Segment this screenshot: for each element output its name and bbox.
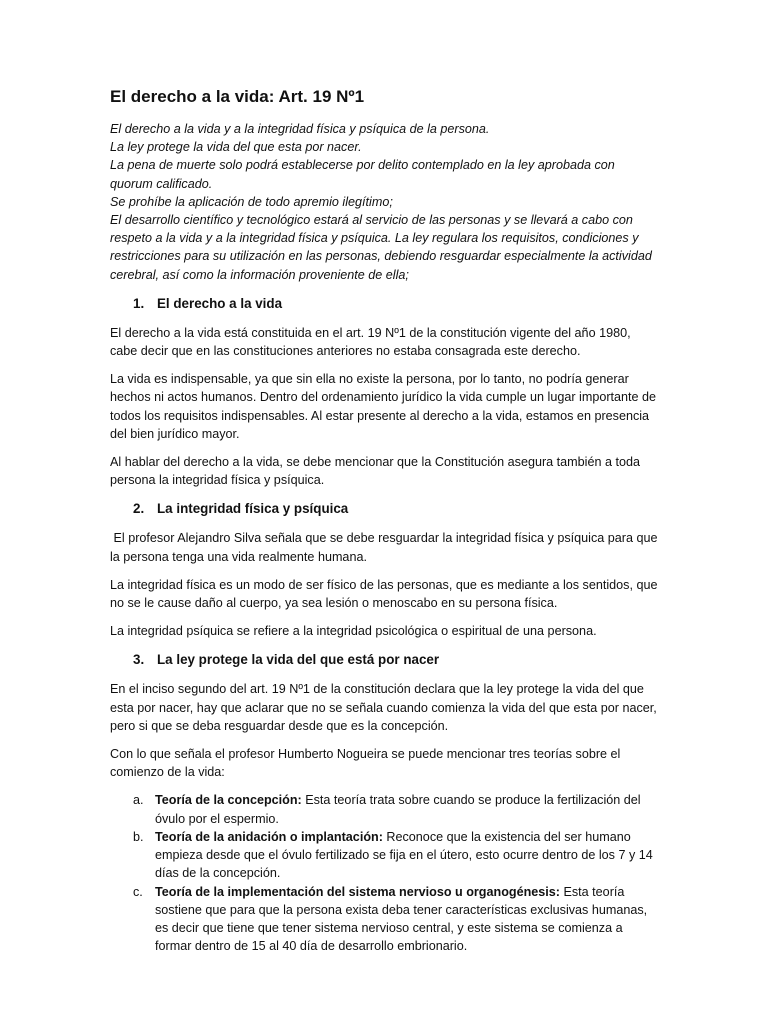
paragraph: Al hablar del derecho a la vida, se debe mencionar que la Constitución asegura también a toda persona la integridad física y psíquica. — [110, 455, 640, 488]
section-title: La integridad física y psíquica — [157, 501, 349, 517]
theory-text: Esta teoría trata sobre cuando se produce la fertilización del óvulo por el espermio. — [155, 793, 641, 826]
theories-list — [110, 791, 658, 955]
list-item — [110, 791, 658, 827]
article-line: El desarrollo científico y tecnológico estará al servicio de las personas y se llevará a cabo con respeto a la vida y a la integridad física y psíquica. La ley regulara los requisitos, condiciones y restricciones para su utilización en las personas, debiendo resguardar especialmente la actividad cerebral, así como la información proveniente de ella; — [110, 213, 652, 282]
list-marker: a. — [133, 793, 144, 808]
section-number: 3. — [133, 652, 145, 668]
article-line: El derecho a la vida y a la integridad física y psíquica de la persona. — [110, 122, 490, 136]
list-marker: c. — [133, 884, 143, 899]
paragraph: El profesor Alejandro Silva señala que se debe resguardar la integridad física y psíquica para que la persona tenga una vida realmente humana. — [110, 531, 661, 564]
theory-text: Reconoce que la existencia del ser humano empieza desde que el óvulo fertilizado se fija en el útero, esto ocurre dentro de los 7 y 14 días de la concepción. — [155, 829, 653, 881]
section-heading — [110, 294, 658, 314]
paragraph: La integridad psíquica se refiere a la integridad psicológica o espiritual de una persona. — [110, 624, 597, 639]
document-page — [110, 86, 661, 955]
section-title: La ley protege la vida del que está por nacer — [157, 652, 440, 668]
list-item-body — [155, 883, 658, 956]
article-text — [110, 120, 658, 284]
theory-term: Teoría de la implementación del sistema nervioso u organogénesis: — [155, 884, 560, 899]
article-line: La pena de muerte solo podrá establecerse por delito contemplado en la ley aprobada con quorum calificado. — [110, 158, 615, 191]
theory-term: Teoría de la anidación o implantación: — [155, 829, 383, 844]
list-item-body — [155, 791, 658, 827]
section-title: El derecho a la vida — [157, 295, 283, 311]
paragraph: En el inciso segundo del art. 19 Nº1 de la constitución declara que la ley protege la vida del que esta por nacer, hay que aclarar que no se señala cuando comienza la vida del que esta por nacer, pero si que se deba resguardar desde que es la concepción. — [110, 682, 657, 733]
section-number: 1. — [133, 295, 145, 311]
section-heading — [110, 650, 658, 670]
list-item — [110, 828, 658, 883]
theory-term: Teoría de la concepción: — [155, 793, 302, 808]
section-number: 2. — [133, 501, 145, 517]
paragraph: La vida es indispensable, ya que sin ella no existe la persona, por lo tanto, no podría generar hechos ni actos humanos. Dentro del ordenamiento jurídico la vida cumple un lugar importante de todos los requisitos indispensables. Al estar presente al derecho a la vida, estamos en presencia del bien jurídico mayor. — [110, 372, 657, 441]
list-item-body — [155, 828, 658, 883]
document-title: El derecho a la vida: Art. 19 Nº1 — [110, 87, 365, 106]
list-marker: b. — [133, 829, 144, 844]
paragraph: La integridad física es un modo de ser físico de las personas, que es mediante a los sentidos, que no se le cause daño al cuerpo, ya sea lesión o menoscabo en su persona física. — [110, 577, 658, 611]
paragraph: Con lo que señala el profesor Humberto Nogueira se puede mencionar tres teorías sobre el comienzo de la vida: — [110, 747, 621, 780]
section-heading — [110, 499, 658, 519]
list-item — [110, 883, 658, 956]
article-line: Se prohíbe la aplicación de todo apremio ilegítimo; — [110, 194, 393, 209]
theory-text: Esta teoría sostiene que para que la persona exista deba tener características exclusivas humanas, es decir que tiene que tener sistema nervioso central, y este sistema se comienza a formar dentro de 15 al 40 día de desarrollo embrionario. — [155, 884, 648, 954]
article-line: La ley protege la vida del que esta por nacer. — [110, 140, 362, 155]
paragraph: El derecho a la vida está constituida en el art. 19 Nº1 de la constitución vigente del año 1980, cabe decir que en las constituciones anteriores no estaba consagrada este derecho. — [110, 325, 631, 359]
